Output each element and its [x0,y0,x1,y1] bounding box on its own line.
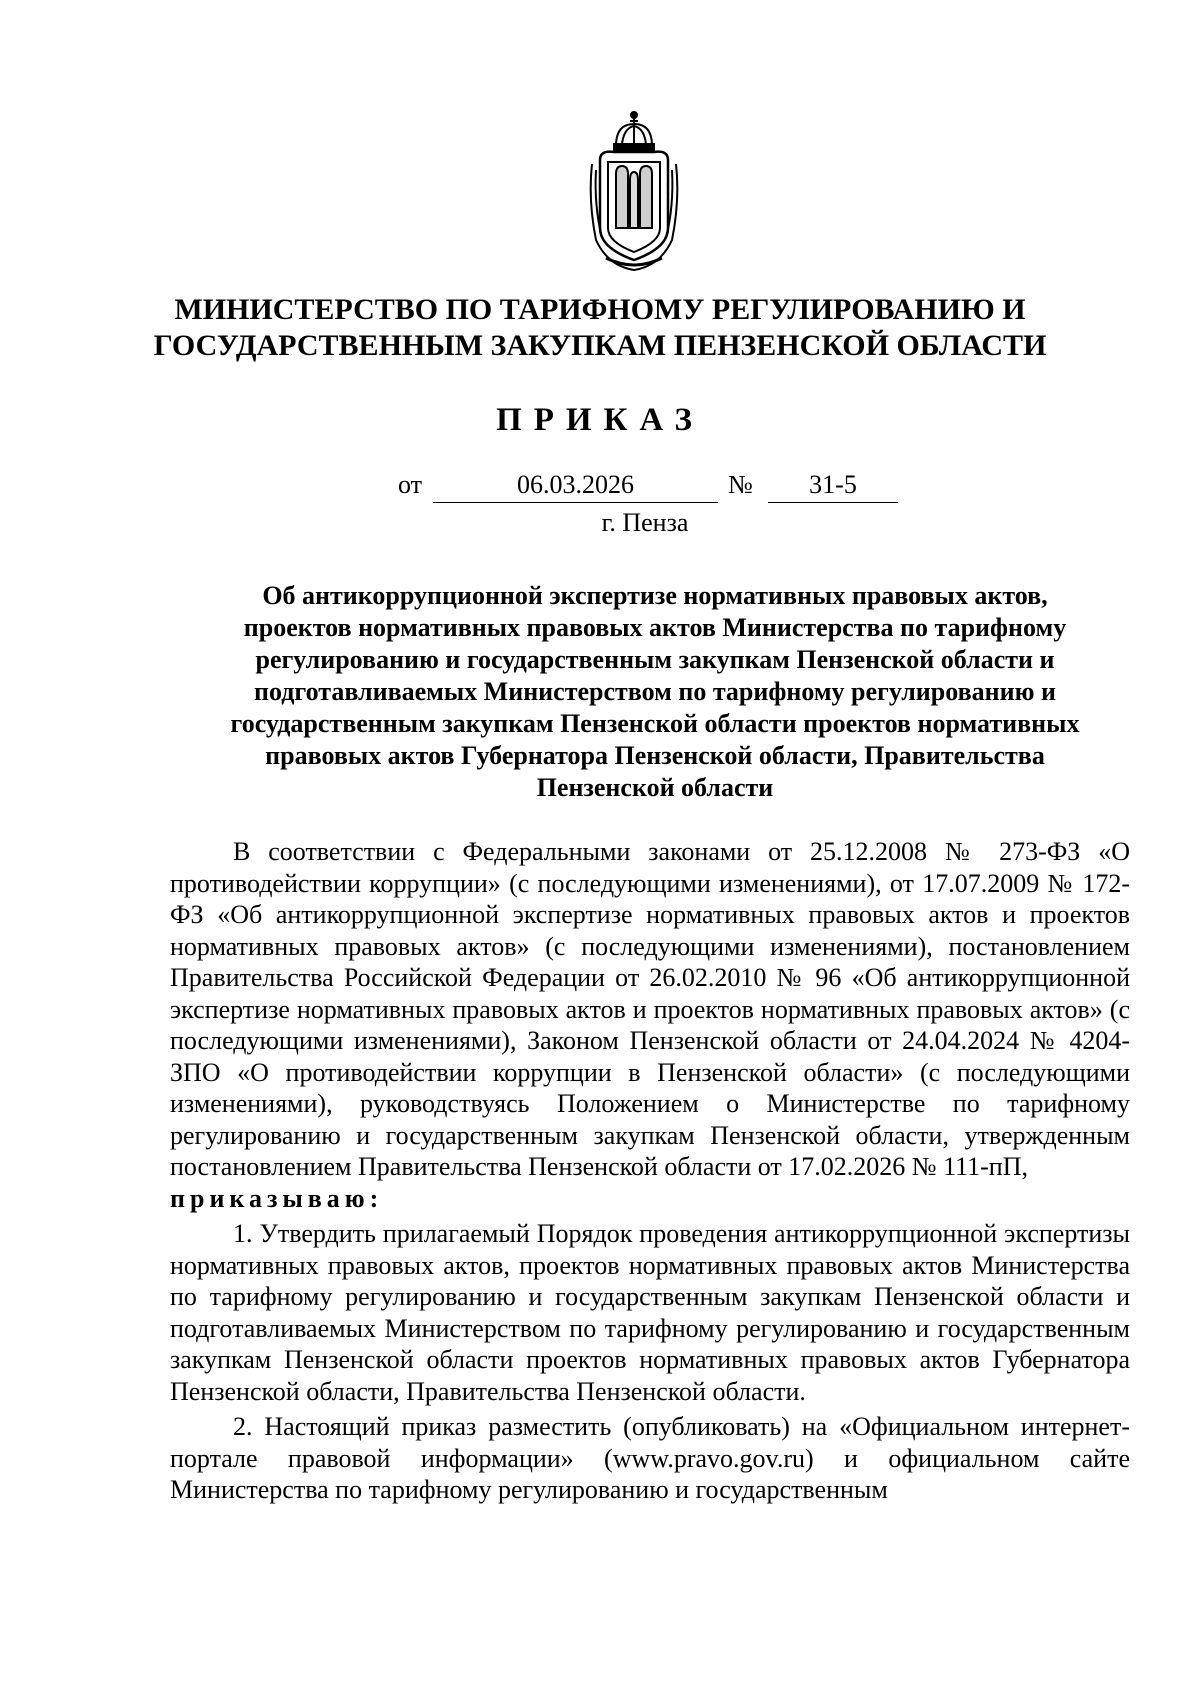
subject-line: правовых актов Губернатора Пензенской области, Правительства [265,741,1045,770]
subject-line: подготавливаемых Министерством по тарифному регулированию и [254,677,1056,706]
subject-line: государственным закупкам Пензенской области проектов нормативных [230,709,1080,738]
city-label: г. Пенза [601,508,689,537]
number-prefix-label: № [728,470,753,499]
order-date-field: 06.03.2026 [433,470,718,503]
ministry-name-line-2: ГОСУДАРСТВЕННЫМ ЗАКУПКАМ ПЕНЗЕНСКОЙ ОБЛАСТИ [153,329,1047,362]
ministry-name [100,292,1100,364]
coat-of-arms-emblem [586,110,682,272]
order-item-1: 1. Утвердить прилагаемый Порядок проведения антикоррупционной экспертизы нормативных правовых актов, проектов нормативных правовых актов Министерства по тарифному регулированию и государственным закупкам Пензенской области и подготавливаемых Министерством по тарифному регулированию и государственным закупкам Пензенской области проектов нормативных правовых актов Губернатора Пензенской области, Правительства Пензенской области. [170,1219,1130,1406]
subject-line: проектов нормативных правовых актов Министерства по тарифному [243,613,1067,642]
document-type-title: ПРИКАЗ [496,402,704,438]
order-directive-word: приказываю: [170,1183,384,1213]
order-number-field: 31-5 [768,470,898,503]
date-prefix-label: от [398,470,423,499]
order-item-2: 2. Настоящий приказ разместить (опубликовать) на «Официальном интернет-портале правовой информации» (www.pravo.gov.ru) и официальном сайте Министерства по тарифному регулированию и государственным [170,1412,1130,1504]
preamble-paragraph: В соответствии с Федеральными законами от 25.12.2008 № 273-ФЗ «О противодействии коррупции» (с последующими изменениями), от 17.07.2009 № 172-ФЗ «Об антикоррупционной экспертизе нормативных правовых актов и проектов нормативных правовых актов» (с последующими изменениями), постановлением Правительства Российской Федерации от 26.02.2010 № 96 «Об антикоррупционной экспертизе нормативных правовых актов и проектов нормативных правовых актов» (с последующими изменениями), Законом Пензенской области от 24.04.2024 № 4204-ЗПО «О противодействии коррупции в Пензенской области» (с последующими изменениями), руководствуясь Положением о Министерстве по тарифному регулированию и государственным закупкам Пензенской области, утвержденным постановлением Правительства Пензенской области от 17.02.2026 № 111-пП, [170,837,1130,1181]
order-body [170,836,1130,1506]
subject-line: Пензенской области [536,773,774,802]
order-subject-heading [170,580,1140,804]
subject-line: Об антикоррупционной экспертизе нормативных правовых актов, [262,581,1048,610]
ministry-name-line-1: МИНИСТЕРСТВО ПО ТАРИФНОМУ РЕГУЛИРОВАНИЮ И [174,293,1026,326]
subject-line: регулированию и государственным закупкам Пензенской области и [255,645,1055,674]
